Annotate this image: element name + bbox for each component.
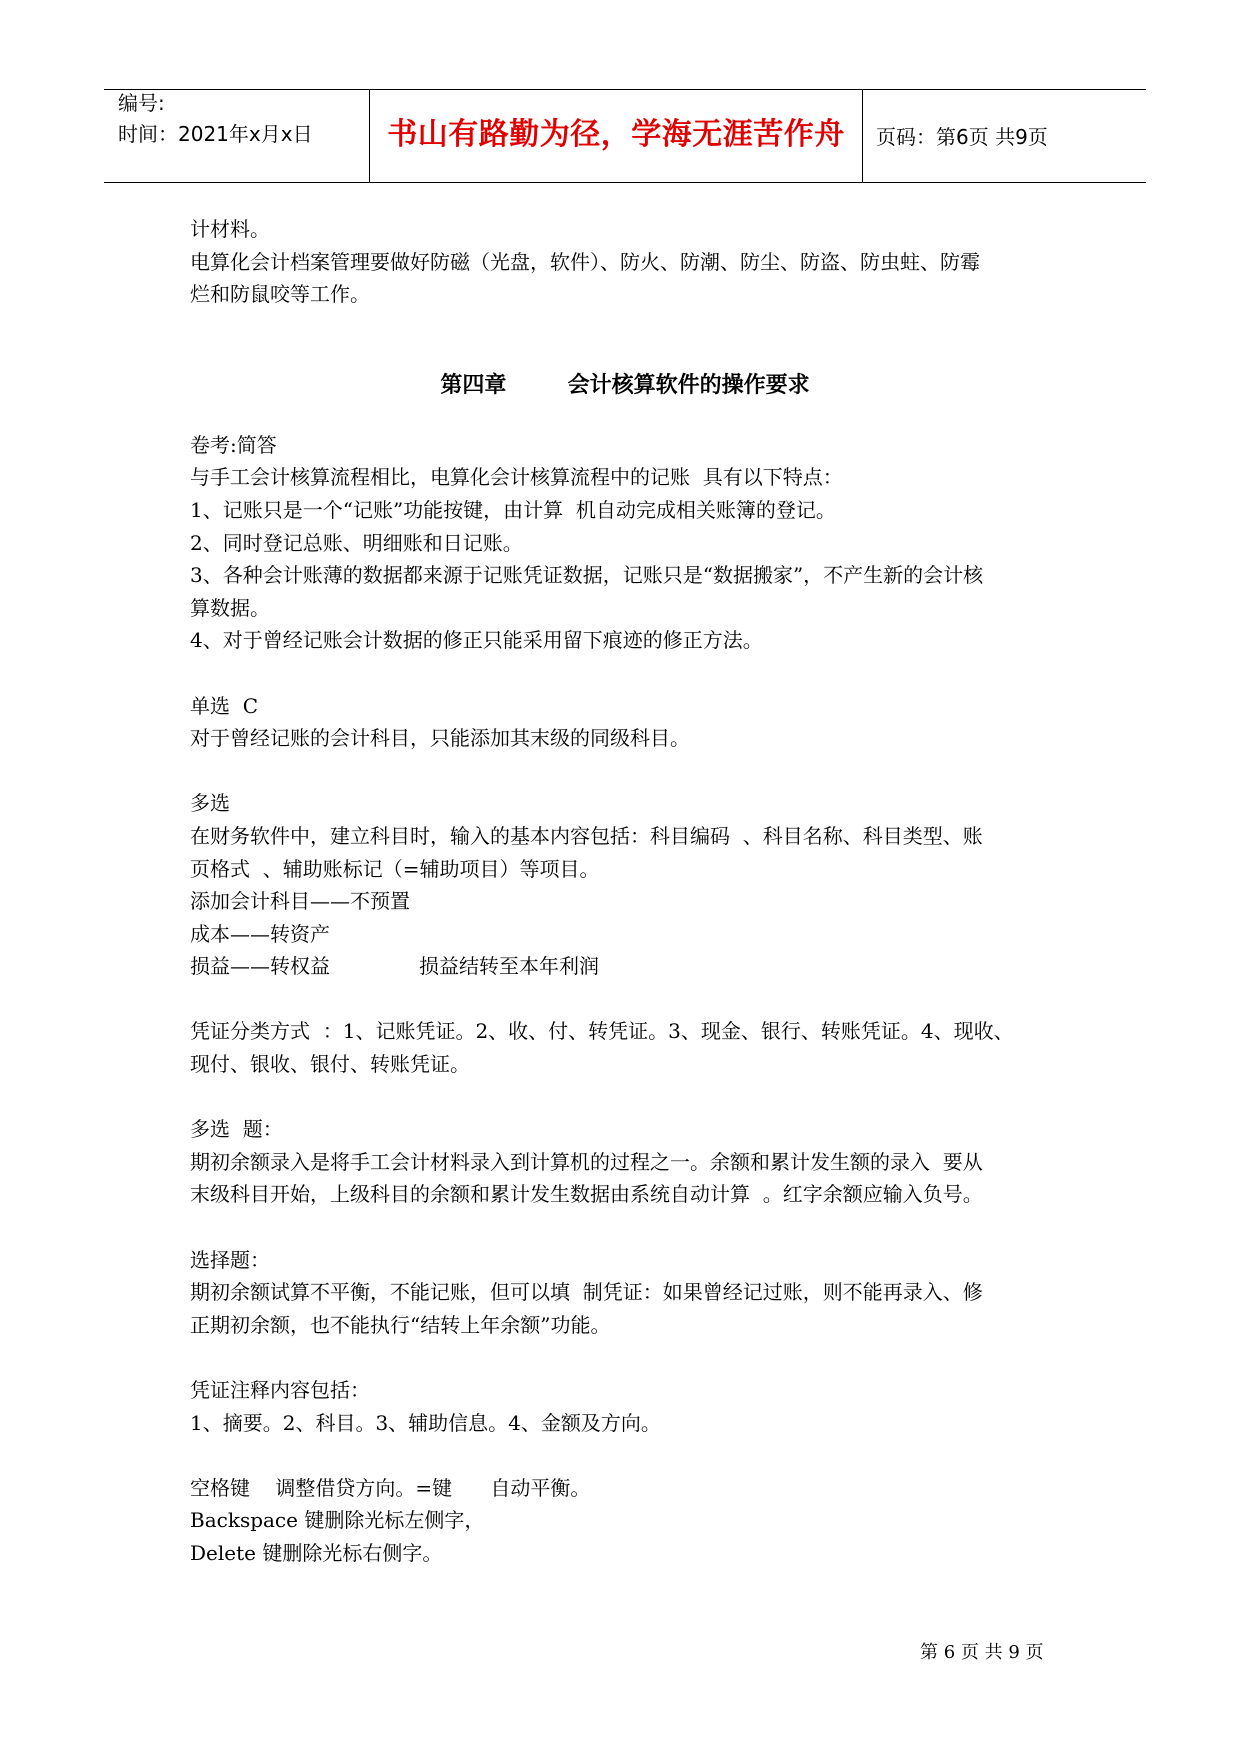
time-label: 时间：2021年x月x日 (118, 122, 313, 146)
body-line: 4、对于曾经记账会计数据的修正只能采用留下痕迹的修正方法。 (190, 628, 763, 653)
header-motto: 书山有路勤为径，学海无涯苦作舟 (387, 117, 845, 152)
body-line: 1、记账只是一个“记账”功能按键，由计算 机自动完成相关账簿的登记。 (190, 497, 836, 522)
body-line: 凭证分类方式 ：1、记账凭证。2、收、付、转凭证。3、现金、银行、转账凭证。4、现收、 (190, 1019, 1014, 1044)
body-line: Delete 键删除光标右侧字。 (190, 1540, 443, 1565)
body-line: 添加会计科目——不预置 (190, 889, 410, 914)
body-line: 电算化会计档案管理要做好防磁（光盘，软件）、防火、防潮、防尘、防盗、防虫蛀、防霉 (190, 249, 980, 274)
body-line: 期初余额录入是将手工会计材料录入到计算机的过程之一。余额和累计发生额的录入 要从 (190, 1149, 983, 1174)
body-line: 现付、银收、银付、转账凭证。 (190, 1052, 470, 1077)
body-line: 2、同时登记总账、明细账和日记账。 (190, 530, 523, 555)
body-line: 烂和防鼠咬等工作。 (190, 282, 370, 307)
body-line: 多选 题： (190, 1117, 283, 1142)
serial-label: 编号: (118, 91, 165, 115)
body-line: 选择题： (190, 1247, 270, 1272)
header-left-cell (118, 88, 313, 150)
body-line: 期初余额试算不平衡，不能记账，但可以填 制凭证：如果曾经记过账，则不能再录入、修 (190, 1280, 983, 1305)
body-line: Backspace 键删除光标左侧字， (190, 1508, 485, 1533)
body-line: 凭证注释内容包括： (190, 1378, 370, 1402)
body-line: 单选 C (190, 693, 259, 718)
body-line: 成本——转资产 (190, 921, 330, 946)
body-line: 页格式 、辅助账标记（=辅助项目）等项目。 (190, 856, 600, 881)
body-line: 对于曾经记账的会计科目，只能添加其末级的同级科目。 (190, 726, 690, 751)
body-line: 3、各种会计账薄的数据都来源于记账凭证数据，记账只是“数据搬家”，不产生新的会计核 (190, 563, 984, 588)
page-footer: 第 6 页 共 9 页 (920, 1642, 1044, 1663)
body-line: 卷考:简答 (190, 432, 277, 457)
header-page-label: 页码：第6页 共9页 (876, 125, 1048, 149)
document-body (190, 213, 1090, 1570)
body-line: 损益——转权益 损益结转至本年利润 (190, 954, 600, 979)
header-divider-right (862, 89, 863, 182)
body-line: 在财务软件中，建立科目时，输入的基本内容包括：科目编码 、科目名称、科目类型、账 (190, 823, 983, 848)
body-line: 多选 (190, 791, 230, 816)
body-line: 正期初余额，也不能执行“结转上年余额”功能。 (190, 1312, 611, 1337)
body-line: 末级科目开始，上级科目的余额和累计发生数据由系统自动计算 。红字余额应输入负号。 (190, 1182, 983, 1207)
body-line: 与手工会计核算流程相比，电算化会计核算流程中的记账 具有以下特点： (190, 465, 843, 490)
body-line: 1、摘要。2、科目。3、辅助信息。4、金额及方向。 (190, 1410, 661, 1435)
body-line: 算数据。 (190, 595, 270, 620)
body-line: 空格键 调整借贷方向。=键 自动平衡。 (190, 1475, 591, 1500)
chapter-title: 第四章 会计核算软件的操作要求 (440, 372, 810, 398)
body-line: 计材料。 (190, 217, 270, 241)
header-bottom-rule (104, 182, 1146, 183)
